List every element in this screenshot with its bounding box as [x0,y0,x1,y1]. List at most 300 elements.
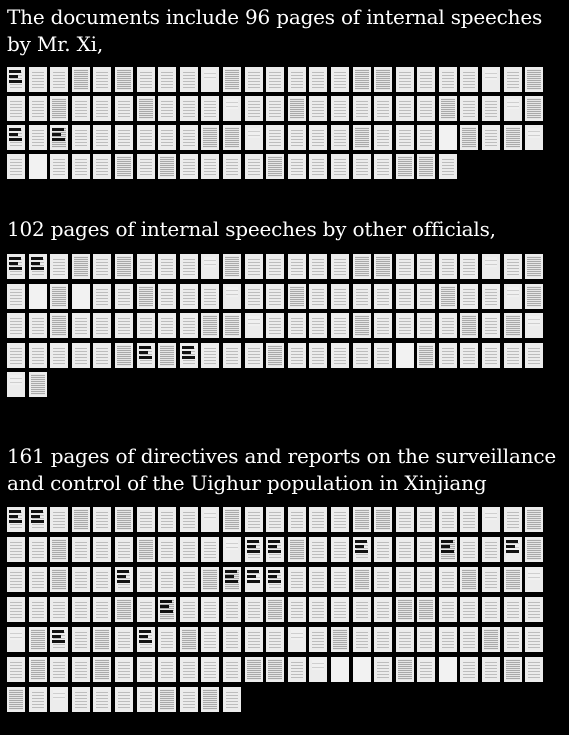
document-page-thumbnail [331,567,349,592]
redaction-bar [506,550,519,553]
document-page-thumbnail [417,254,435,279]
document-page-thumbnail [331,657,349,682]
redaction-bar [31,267,44,270]
document-page-thumbnail [50,125,68,150]
document-page-thumbnail [7,537,25,562]
redaction-bar [52,128,64,131]
redaction-bar [268,575,277,578]
document-page-thumbnail [374,627,392,652]
document-page-thumbnail [180,507,198,532]
document-page-thumbnail [245,254,263,279]
document-page-thumbnail [201,657,219,682]
redaction-bar [441,545,450,548]
document-page-thumbnail [115,657,133,682]
document-page-thumbnail [201,313,219,338]
document-page-thumbnail [223,597,241,622]
document-page-thumbnail [137,343,155,368]
document-page-thumbnail [266,254,284,279]
document-page-thumbnail [201,254,219,279]
document-page-thumbnail [29,313,47,338]
document-page-thumbnail [137,125,155,150]
document-page-thumbnail [245,597,263,622]
document-page-thumbnail [288,125,306,150]
document-page-thumbnail [115,313,133,338]
redaction-bar [9,520,22,523]
document-page-thumbnail [417,125,435,150]
document-page-thumbnail [374,284,392,309]
redaction-bar [225,580,238,583]
document-page-thumbnail [309,567,327,592]
document-page-thumbnail [93,343,111,368]
document-page-thumbnail [353,254,371,279]
redaction-bar [139,640,152,643]
document-page-thumbnail [72,627,90,652]
document-page-thumbnail [93,154,111,179]
redaction-bar [182,356,195,359]
document-page-thumbnail [331,284,349,309]
document-page-thumbnail [374,567,392,592]
document-page-thumbnail [223,627,241,652]
document-page-thumbnail [115,687,133,712]
document-page-thumbnail [93,313,111,338]
redaction-bar [225,570,237,573]
document-page-thumbnail [50,567,68,592]
document-page-thumbnail [309,597,327,622]
document-page-thumbnail [223,313,241,338]
document-page-thumbnail [482,657,500,682]
document-page-thumbnail [396,597,414,622]
document-page-thumbnail [158,284,176,309]
document-page-thumbnail [158,657,176,682]
document-page-thumbnail [439,154,457,179]
document-page-thumbnail [482,507,500,532]
document-page-thumbnail [223,507,241,532]
document-page-thumbnail [29,627,47,652]
document-page-thumbnail [417,96,435,121]
document-page-thumbnail [525,96,543,121]
document-page-thumbnail [460,254,478,279]
document-page-thumbnail [7,507,25,532]
document-page-thumbnail [7,687,25,712]
document-page-thumbnail [331,537,349,562]
document-page-thumbnail [72,313,90,338]
document-page-thumbnail [29,537,47,562]
document-page-thumbnail [331,96,349,121]
document-page-thumbnail [288,657,306,682]
document-page-thumbnail [396,313,414,338]
document-page-thumbnail [72,567,90,592]
document-page-thumbnail [353,657,371,682]
document-page-thumbnail [137,313,155,338]
redaction-bar [139,356,152,359]
document-page-thumbnail [245,343,263,368]
document-page-thumbnail [525,597,543,622]
document-page-thumbnail [93,567,111,592]
document-page-thumbnail [374,537,392,562]
redaction-bar [160,605,169,608]
document-page-thumbnail [266,597,284,622]
document-page-thumbnail [201,284,219,309]
document-page-thumbnail [288,67,306,92]
redaction-bar [160,600,172,603]
document-page-thumbnail [50,96,68,121]
document-page-thumbnail [137,284,155,309]
redaction-bar [247,540,259,543]
document-page-thumbnail [93,254,111,279]
redaction-bar [9,80,22,83]
redaction-bar [9,257,21,260]
document-page-thumbnail [439,597,457,622]
document-page-thumbnail [93,67,111,92]
document-page-thumbnail [396,627,414,652]
document-page-thumbnail [72,284,90,309]
document-page-thumbnail [309,507,327,532]
document-page-thumbnail [245,627,263,652]
document-page-thumbnail [50,154,68,179]
document-page-thumbnail [288,96,306,121]
document-page-thumbnail [504,567,522,592]
document-page-thumbnail [29,687,47,712]
document-page-thumbnail [439,537,457,562]
document-page-thumbnail [180,313,198,338]
document-page-thumbnail [460,343,478,368]
document-page-thumbnail [353,67,371,92]
document-page-thumbnail [331,254,349,279]
document-page-thumbnail [72,154,90,179]
redaction-bar [441,550,454,553]
document-page-thumbnail [309,125,327,150]
document-page-thumbnail [460,537,478,562]
document-page-thumbnail [180,154,198,179]
document-page-thumbnail [439,254,457,279]
document-page-thumbnail [396,657,414,682]
document-page-thumbnail [288,507,306,532]
document-page-thumbnail [266,343,284,368]
document-page-thumbnail [504,343,522,368]
redaction-bar [268,550,281,553]
document-page-thumbnail [266,567,284,592]
redaction-bar [355,545,364,548]
document-page-thumbnail [201,125,219,150]
document-page-thumbnail [396,96,414,121]
document-page-thumbnail [460,67,478,92]
document-page-thumbnail [460,284,478,309]
document-page-thumbnail [331,154,349,179]
document-page-thumbnail [460,96,478,121]
document-page-thumbnail [201,154,219,179]
document-page-thumbnail [7,657,25,682]
redaction-bar [506,540,518,543]
document-page-thumbnail [29,657,47,682]
document-page-thumbnail [525,125,543,150]
document-page-thumbnail [331,67,349,92]
document-page-thumbnail [353,627,371,652]
document-page-thumbnail [374,125,392,150]
document-page-thumbnail [115,284,133,309]
document-page-thumbnail [201,96,219,121]
document-page-thumbnail [50,284,68,309]
document-page-thumbnail [309,537,327,562]
document-page-thumbnail [439,627,457,652]
document-page-thumbnail [417,627,435,652]
document-page-thumbnail [137,687,155,712]
redaction-bar [9,128,21,131]
document-page-thumbnail [288,254,306,279]
document-page-thumbnail [288,567,306,592]
redaction-bar [441,540,453,543]
document-page-thumbnail [353,567,371,592]
section-heading-xi-speeches: The documents include 96 pages of internal speeches by Mr. Xi, [7,5,543,56]
document-page-thumbnail [180,657,198,682]
document-page-thumbnail [158,96,176,121]
document-page-thumbnail [396,254,414,279]
document-page-thumbnail [223,67,241,92]
document-page-thumbnail [180,343,198,368]
document-page-thumbnail [93,687,111,712]
document-page-thumbnail [439,125,457,150]
document-page-thumbnail [158,687,176,712]
document-page-thumbnail [266,67,284,92]
document-page-thumbnail [288,284,306,309]
document-page-thumbnail [309,254,327,279]
document-page-thumbnail [72,254,90,279]
document-page-thumbnail [93,284,111,309]
document-page-thumbnail [266,657,284,682]
document-page-thumbnail [245,567,263,592]
document-page-thumbnail [353,96,371,121]
document-page-thumbnail [72,67,90,92]
document-page-thumbnail [374,597,392,622]
document-page-thumbnail [115,343,133,368]
document-page-thumbnail [460,507,478,532]
document-page-thumbnail [525,343,543,368]
document-page-thumbnail [137,567,155,592]
document-page-thumbnail [115,254,133,279]
document-page-thumbnail [331,507,349,532]
document-page-thumbnail [137,254,155,279]
document-page-thumbnail [7,627,25,652]
document-page-thumbnail [115,125,133,150]
document-page-thumbnail [331,627,349,652]
document-page-thumbnail [158,254,176,279]
document-page-thumbnail [525,567,543,592]
redaction-bar [9,515,18,518]
document-page-thumbnail [137,627,155,652]
document-page-thumbnail [396,507,414,532]
document-page-thumbnail [50,597,68,622]
document-page-thumbnail [223,537,241,562]
document-page-thumbnail [137,96,155,121]
document-page-thumbnail [29,254,47,279]
document-page-thumbnail [223,154,241,179]
redaction-bar [31,520,44,523]
document-page-thumbnail [482,627,500,652]
document-page-thumbnail [7,313,25,338]
document-page-thumbnail [504,507,522,532]
document-page-thumbnail [482,254,500,279]
document-page-thumbnail [374,254,392,279]
document-page-thumbnail [7,96,25,121]
redaction-bar [52,635,61,638]
document-page-thumbnail [439,657,457,682]
document-page-thumbnail [29,154,47,179]
document-page-thumbnail [460,657,478,682]
redaction-bar [268,545,277,548]
document-page-thumbnail [137,154,155,179]
document-page-thumbnail [50,627,68,652]
document-page-thumbnail [417,567,435,592]
document-page-thumbnail [417,597,435,622]
redaction-bar [139,630,151,633]
redaction-bar [9,70,21,73]
document-page-thumbnail [29,507,47,532]
document-page-thumbnail [115,67,133,92]
document-page-thumbnail [288,313,306,338]
document-page-thumbnail [201,67,219,92]
document-page-thumbnail [115,154,133,179]
redaction-bar [247,575,256,578]
document-page-thumbnail [7,67,25,92]
document-page-thumbnail [245,537,263,562]
document-page-thumbnail [158,537,176,562]
document-page-thumbnail [115,96,133,121]
document-page-thumbnail [374,657,392,682]
document-page-thumbnail [245,657,263,682]
document-page-thumbnail [288,627,306,652]
document-page-thumbnail [266,537,284,562]
document-page-thumbnail [525,627,543,652]
document-page-thumbnail [439,567,457,592]
document-page-thumbnail [417,343,435,368]
document-page-thumbnail [460,313,478,338]
document-page-thumbnail [266,154,284,179]
document-page-thumbnail [180,537,198,562]
document-page-thumbnail [137,657,155,682]
redaction-bar [355,550,368,553]
document-page-thumbnail [245,313,263,338]
document-page-thumbnail [417,284,435,309]
document-page-thumbnail [93,597,111,622]
redaction-bar [139,346,151,349]
document-page-thumbnail [417,67,435,92]
document-page-thumbnail [439,67,457,92]
redaction-bar [247,545,256,548]
document-page-thumbnail [374,67,392,92]
document-page-thumbnail [180,284,198,309]
document-page-thumbnail [353,597,371,622]
document-page-thumbnail [137,597,155,622]
document-page-thumbnail [396,343,414,368]
document-page-thumbnail [460,597,478,622]
redaction-bar [117,580,130,583]
redaction-bar [31,515,40,518]
document-page-thumbnail [158,67,176,92]
document-page-thumbnail [201,507,219,532]
document-page-thumbnail [331,597,349,622]
document-page-thumbnail [115,627,133,652]
redaction-bar [247,580,260,583]
document-page-thumbnail [482,125,500,150]
document-page-thumbnail [29,597,47,622]
document-page-thumbnail [223,343,241,368]
document-page-thumbnail [374,313,392,338]
document-page-thumbnail [266,96,284,121]
document-page-thumbnail [7,125,25,150]
document-page-thumbnail [525,507,543,532]
document-page-thumbnail [396,537,414,562]
document-page-thumbnail [29,125,47,150]
document-page-thumbnail [331,125,349,150]
document-page-thumbnail [482,537,500,562]
document-page-thumbnail [93,125,111,150]
document-page-thumbnail [309,67,327,92]
document-page-thumbnail [460,125,478,150]
document-page-thumbnail [309,627,327,652]
document-page-thumbnail [396,125,414,150]
document-page-thumbnail [7,343,25,368]
document-page-thumbnail [439,343,457,368]
document-page-thumbnail [7,597,25,622]
redaction-bar [31,257,43,260]
document-page-thumbnail [309,313,327,338]
redaction-bar [52,630,64,633]
redaction-bar [182,351,191,354]
document-page-thumbnail [396,67,414,92]
document-page-thumbnail [7,372,25,397]
document-page-thumbnail [158,125,176,150]
document-page-thumbnail [266,125,284,150]
document-page-thumbnail [266,284,284,309]
document-page-thumbnail [180,125,198,150]
section-heading-directives-reports: 161 pages of directives and reports on the surveillance and control of the Uighur population in Xinjiang [7,444,556,495]
document-page-thumbnail [288,343,306,368]
redaction-bar [247,550,260,553]
document-page-thumbnail [266,627,284,652]
document-page-thumbnail [482,597,500,622]
document-page-thumbnail [137,507,155,532]
document-page-thumbnail [223,567,241,592]
document-page-thumbnail [417,657,435,682]
document-page-thumbnail [417,154,435,179]
document-page-thumbnail [223,657,241,682]
document-page-thumbnail [50,657,68,682]
document-page-thumbnail [504,284,522,309]
document-page-thumbnail [201,627,219,652]
document-page-thumbnail [115,567,133,592]
document-page-thumbnail [93,627,111,652]
redaction-bar [268,570,280,573]
page-thumbnail-grid-xi-speeches [7,67,543,179]
document-page-thumbnail [309,657,327,682]
document-page-thumbnail [158,597,176,622]
document-page-thumbnail [525,537,543,562]
document-page-thumbnail [180,67,198,92]
document-page-thumbnail [50,313,68,338]
document-page-thumbnail [29,343,47,368]
document-page-thumbnail [137,67,155,92]
document-page-thumbnail [353,537,371,562]
page-thumbnail-grid-directives-reports [7,507,543,712]
document-page-thumbnail [353,125,371,150]
document-page-thumbnail [29,284,47,309]
document-page-thumbnail [374,96,392,121]
document-page-thumbnail [504,627,522,652]
document-page-thumbnail [72,343,90,368]
redaction-bar [225,575,234,578]
document-page-thumbnail [50,507,68,532]
document-page-thumbnail [482,67,500,92]
document-page-thumbnail [7,254,25,279]
